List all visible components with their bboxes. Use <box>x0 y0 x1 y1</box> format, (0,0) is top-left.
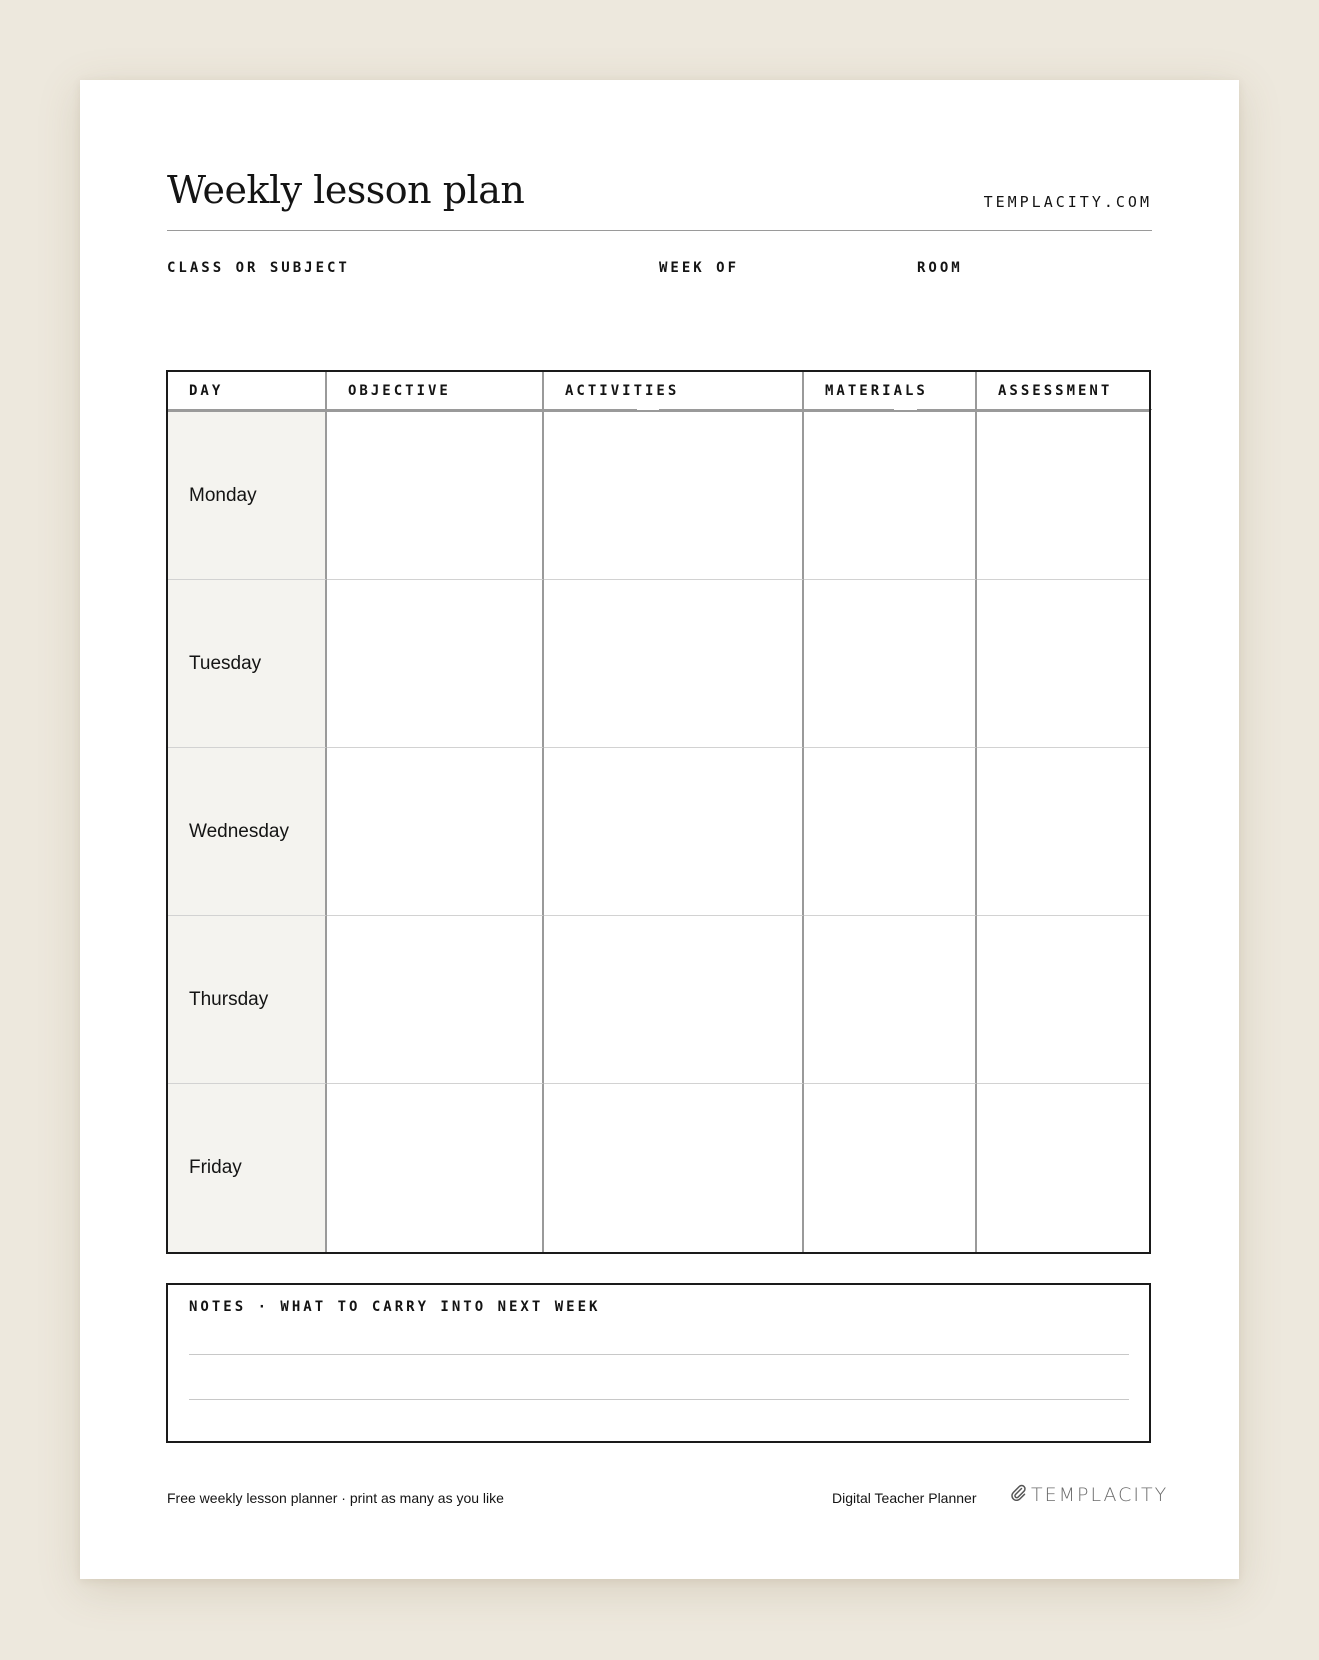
thursday-activities-cell[interactable] <box>544 916 804 1084</box>
monday-activities-cell[interactable] <box>544 412 804 580</box>
footer-tagline: Free weekly lesson planner · print as many as you like <box>167 1490 504 1506</box>
page-title: Weekly lesson plan <box>167 168 525 212</box>
footer-product-name: Digital Teacher Planner <box>832 1490 977 1506</box>
day-label-thursday: Thursday <box>168 916 327 1084</box>
day-label-tuesday: Tuesday <box>168 580 327 748</box>
monday-materials-cell[interactable] <box>804 412 977 580</box>
paperclip-icon <box>1009 1483 1027 1506</box>
room-field[interactable] <box>917 260 963 276</box>
room-label: ROOM <box>917 260 963 276</box>
notes-box <box>166 1283 1151 1443</box>
day-label-wednesday: Wednesday <box>168 748 327 916</box>
monday-objective-cell[interactable] <box>327 412 544 580</box>
wednesday-assessment-cell[interactable] <box>977 748 1149 916</box>
notes-line-2[interactable] <box>189 1399 1129 1400</box>
wednesday-objective-cell[interactable] <box>327 748 544 916</box>
column-header-day: DAY <box>168 372 327 412</box>
tuesday-materials-cell[interactable] <box>804 580 977 748</box>
day-label-friday: Friday <box>168 1084 327 1252</box>
thursday-objective-cell[interactable] <box>327 916 544 1084</box>
week-field[interactable] <box>659 260 739 276</box>
thursday-materials-cell[interactable] <box>804 916 977 1084</box>
day-label-monday: Monday <box>168 412 327 580</box>
tuesday-objective-cell[interactable] <box>327 580 544 748</box>
wednesday-materials-cell[interactable] <box>804 748 977 916</box>
monday-assessment-cell[interactable] <box>977 412 1149 580</box>
column-header-materials: MATERIALS <box>804 372 977 412</box>
class-label: CLASS OR SUBJECT <box>167 260 350 276</box>
tuesday-activities-cell[interactable] <box>544 580 804 748</box>
column-header-activities: ACTIVITIES <box>544 372 804 412</box>
title-divider <box>167 230 1152 231</box>
week-label: WEEK OF <box>659 260 740 276</box>
brand-url: TEMPLACITY.COM <box>983 193 1152 211</box>
templacity-logo[interactable] <box>1009 1483 1168 1506</box>
friday-materials-cell[interactable] <box>804 1084 977 1252</box>
notes-label: NOTES · WHAT TO CARRY INTO NEXT WEEK <box>189 1299 601 1315</box>
lesson-table <box>166 370 1151 1254</box>
class-field[interactable] <box>167 260 350 276</box>
column-header-objective: OBJECTIVE <box>327 372 544 412</box>
friday-objective-cell[interactable] <box>327 1084 544 1252</box>
logo-wordmark: TEMPLACITY <box>1031 1483 1169 1506</box>
friday-assessment-cell[interactable] <box>977 1084 1149 1252</box>
thursday-assessment-cell[interactable] <box>977 916 1149 1084</box>
notes-line-1[interactable] <box>189 1354 1129 1355</box>
wednesday-activities-cell[interactable] <box>544 748 804 916</box>
friday-activities-cell[interactable] <box>544 1084 804 1252</box>
tuesday-assessment-cell[interactable] <box>977 580 1149 748</box>
column-header-assessment: ASSESSMENT <box>977 372 1149 412</box>
planner-sheet <box>80 80 1239 1579</box>
